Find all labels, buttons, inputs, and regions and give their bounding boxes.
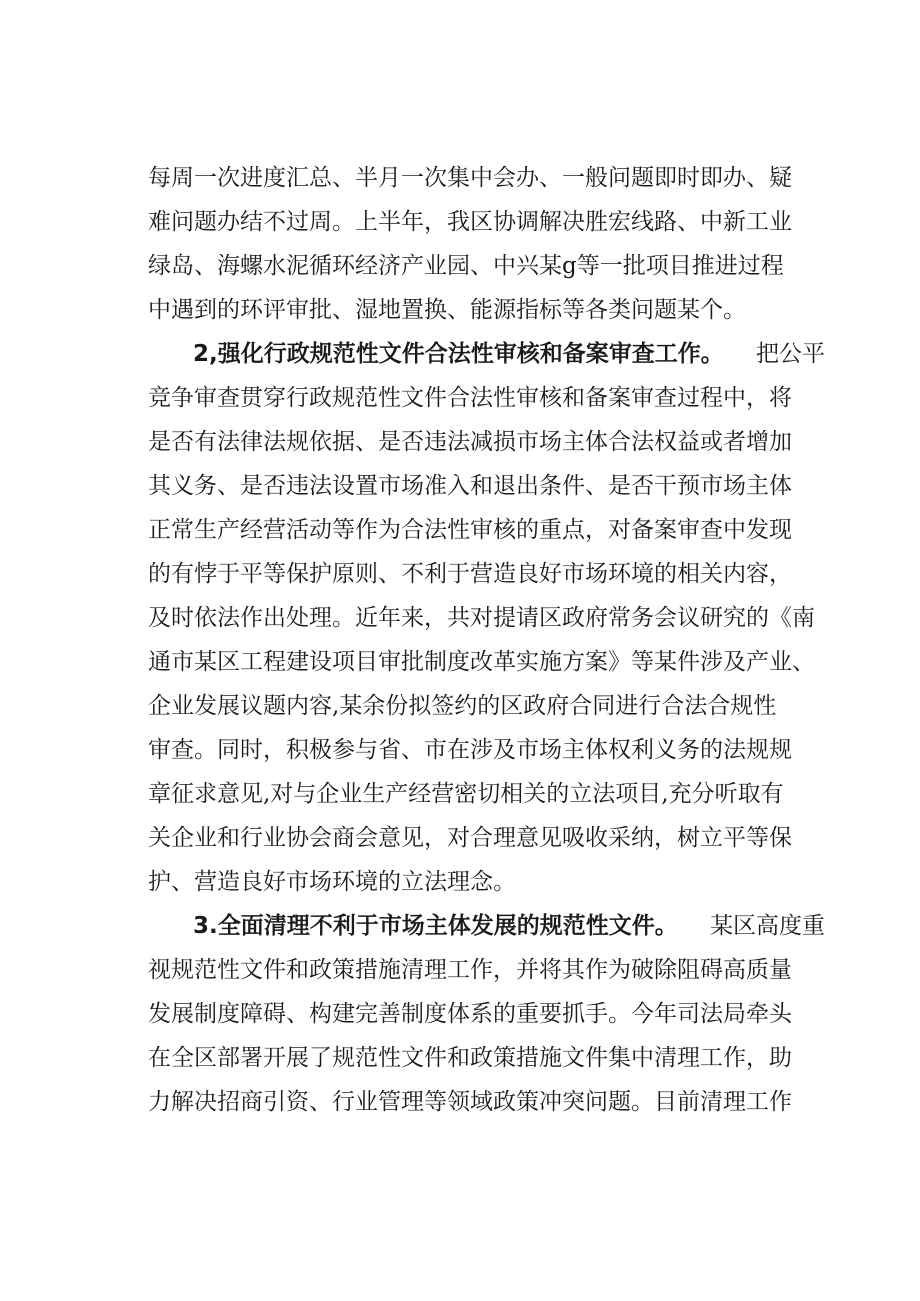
text-line: [0, 686, 920, 726]
line-text: 的有悖于平等保护原则、不利于营造良好市场环境的相关内容，: [148, 561, 792, 587]
text-line: [0, 862, 920, 902]
line-text: 竞争审查贯穿行政规范性文件合法性审核和备案审查过程中，将: [148, 385, 792, 411]
text-line: [0, 466, 920, 506]
line-text: 某区高度重: [710, 913, 825, 939]
line-text: 通市某区工程建设项目审批制度改革实施方案》等某件涉及产业、: [148, 649, 815, 675]
line-text: 力解决招商引资、行业管理等领域政策冲突问题。目前清理工作: [148, 1089, 792, 1115]
line-text: 发展制度障碍、构建完善制度体系的重要抓手。今年司法局牵头: [148, 1001, 792, 1027]
text-line: [0, 334, 920, 374]
text-line: [0, 730, 920, 770]
line-text: 章征求意见,对与企业生产经营密切相关的立法项目,充分听取有: [148, 781, 784, 807]
line-text: 关企业和行业协会商会意见，对合理意见吸收采纳，树立平等保: [148, 825, 792, 851]
text-line: [0, 598, 920, 638]
text-line: [0, 950, 920, 990]
line-text: 审查。同时，积极参与省、市在涉及市场主体权利义务的法规规: [148, 737, 792, 763]
line-text: 中遇到的环评审批、湿地置换、能源指标等各类问题某个。: [148, 297, 746, 323]
line-text: 把公平: [756, 341, 825, 367]
line-text: 难问题办结不过周。上半年，我区协调解决胜宏线路、中新工业: [148, 209, 792, 235]
line-text: 企业发展议题内容,某余份拟签约的区政府合同进行合法合规性: [148, 693, 777, 719]
text-line: [0, 554, 920, 594]
text-line: [0, 1082, 920, 1122]
line-text: 绿岛、海螺水泥循环经济产业园、中兴某g等一批项目推进过程: [148, 253, 784, 279]
text-line: [0, 246, 920, 286]
text-line: [0, 818, 920, 858]
text-line: [0, 422, 920, 462]
text-line: [0, 642, 920, 682]
line-text: 视规范性文件和政策措施清理工作，并将其作为破除阻碍高质量: [148, 957, 792, 983]
line-text: 是否有法律法规依据、是否违法减损市场主体合法权益或者增加: [148, 429, 792, 455]
line-text: 每周一次进度汇总、半月一次集中会办、一般问题即时即办、疑: [148, 165, 792, 191]
text-line: [0, 290, 920, 330]
line-text: 护、营造良好市场环境的立法理念。: [148, 869, 516, 895]
text-line: [0, 158, 920, 198]
text-line: [0, 202, 920, 242]
line-text: 及时依法作出处理。近年来，共对提请区政府常务会议研究的《南: [148, 605, 815, 631]
text-line: [0, 1038, 920, 1078]
text-line: [0, 906, 920, 946]
text-line: [0, 994, 920, 1034]
text-line: [0, 510, 920, 550]
text-line: [0, 774, 920, 814]
line-text: 其义务、是否违法设置市场准入和退出条件、是否干预市场主体: [148, 473, 792, 499]
text-line: [0, 378, 920, 418]
line-text: 正常生产经营活动等作为合法性审核的重点，对备案审查中发现: [148, 517, 792, 543]
line-text: 在全区部署开展了规范性文件和政策措施文件集中清理工作，助: [148, 1045, 792, 1071]
section-heading: 3.全面清理不利于市场主体发展的规范性文件。: [193, 913, 678, 939]
section-heading: 2,强化行政规范性文件合法性审核和备案审查工作。: [193, 341, 724, 367]
